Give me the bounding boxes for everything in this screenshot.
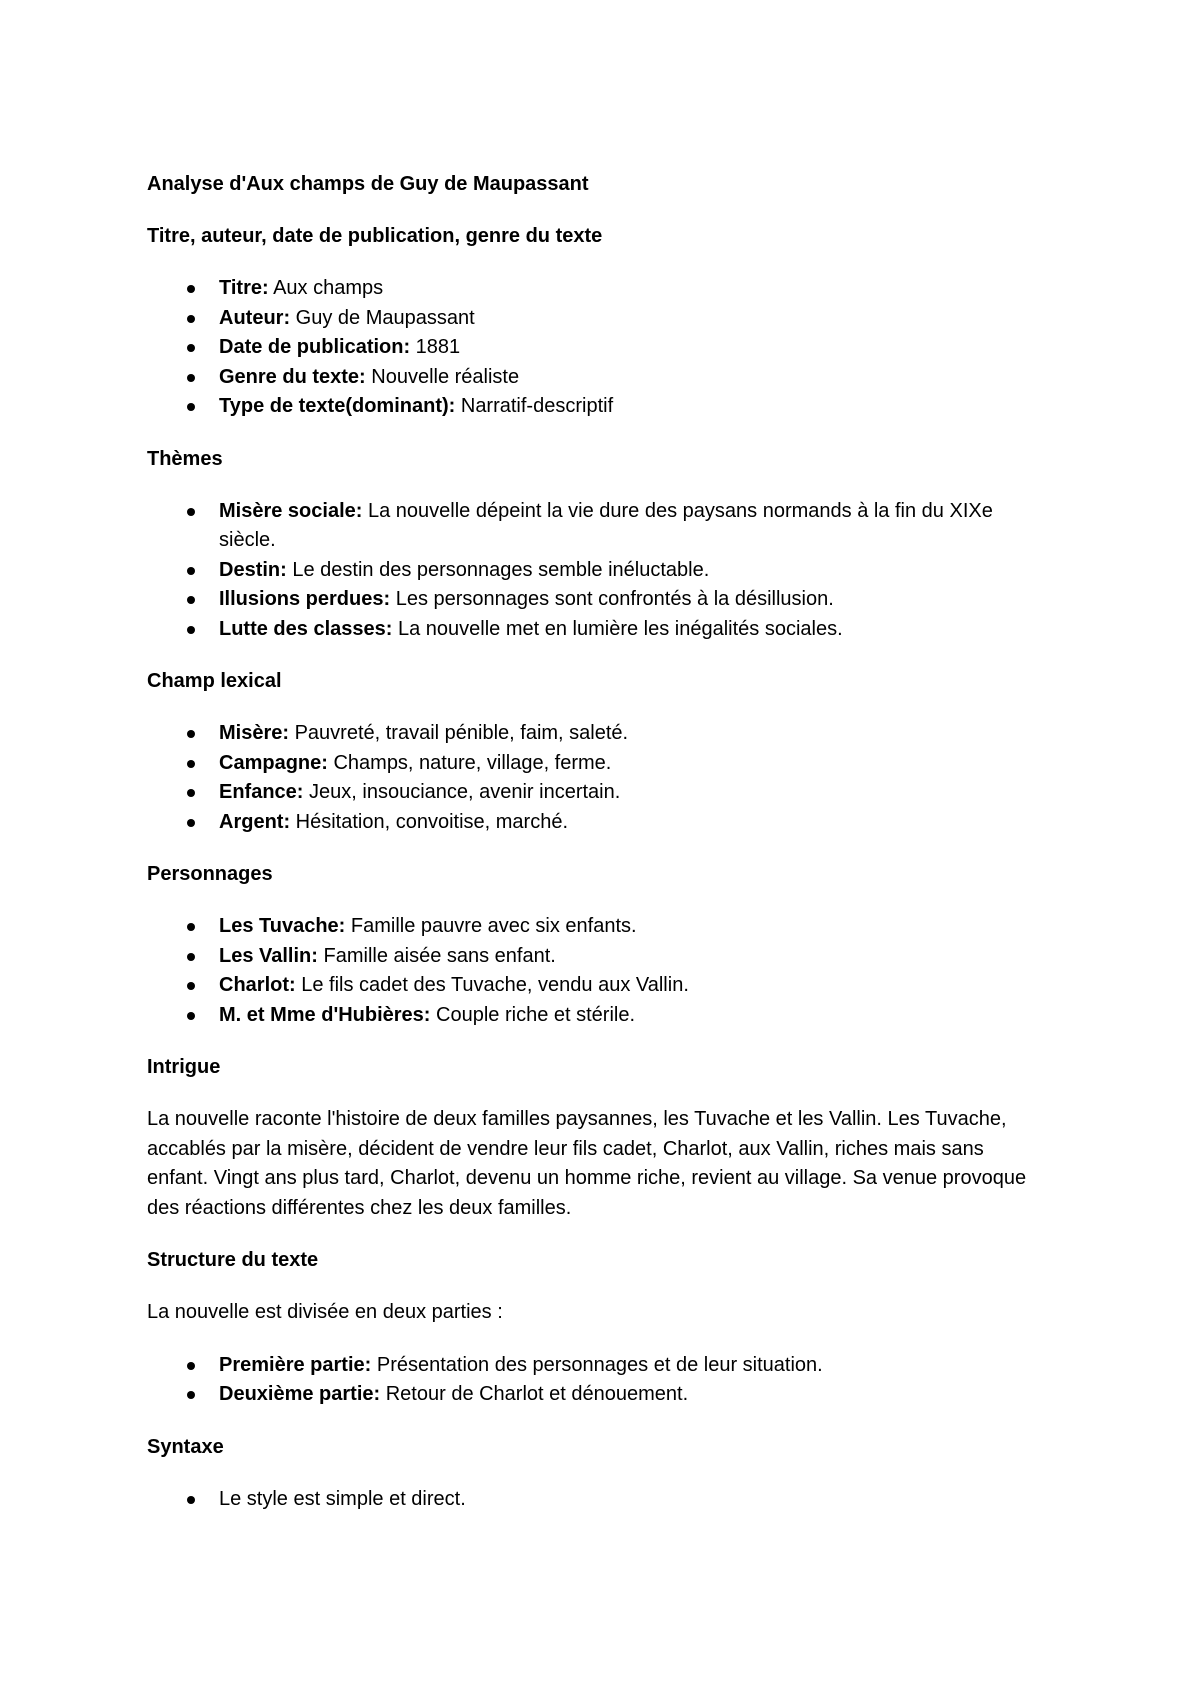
item-label: Les Tuvache:	[219, 915, 346, 937]
syntax-list	[147, 1485, 1040, 1515]
item-text: La nouvelle dépeint la vie dure des paysans normands à la fin du XIXe siècle.	[219, 499, 993, 551]
list-item	[147, 749, 1040, 779]
item-text: Narratif-descriptif	[455, 395, 614, 417]
item-text: Pauvreté, travail pénible, faim, saleté.	[289, 722, 629, 744]
list-item	[147, 912, 1040, 942]
list-item	[147, 1351, 1040, 1381]
item-label: Charlot:	[219, 974, 296, 996]
bullet-icon	[187, 315, 195, 323]
item-text: Hésitation, convoitise, marché.	[290, 810, 569, 833]
bullet-icon	[187, 789, 195, 797]
item-label: Type de texte(dominant):	[219, 395, 456, 417]
item-text: Le destin des personnages semble inéluctable.	[286, 558, 710, 581]
item-label: Première partie:	[219, 1353, 372, 1376]
item-label: Date de publication:	[219, 336, 411, 358]
list-item	[147, 615, 1040, 645]
bullet-icon	[187, 953, 195, 961]
item-text: Champs, nature, village, ferme.	[327, 751, 612, 774]
bullet-icon	[187, 1012, 195, 1020]
list-item	[147, 585, 1040, 615]
item-label: Misère sociale:	[219, 499, 363, 522]
item-label: Deuxième partie:	[219, 1383, 381, 1405]
item-text: Couple riche et stérile.	[430, 1003, 636, 1026]
bullet-icon	[187, 596, 195, 604]
list-item	[147, 971, 1040, 1001]
item-label: Campagne:	[219, 751, 328, 774]
bullet-icon	[187, 760, 195, 768]
item-text: Aux champs	[268, 277, 384, 299]
bullet-icon	[187, 403, 195, 411]
bullet-icon	[187, 982, 195, 990]
lexical-list	[147, 719, 1040, 837]
section-heading-structure: Structure du texte	[147, 1249, 319, 1271]
section-heading-info: Titre, auteur, date de publication, genre du texte	[147, 225, 603, 247]
bullet-icon	[187, 285, 195, 293]
characters-list	[147, 912, 1040, 1030]
item-label: Genre du texte:	[219, 365, 366, 388]
item-text: Les personnages sont confrontés à la désillusion.	[390, 588, 834, 610]
list-item	[147, 304, 1040, 334]
list-item	[147, 1485, 1040, 1515]
bullet-icon	[187, 819, 195, 827]
item-text: Nouvelle réaliste	[365, 365, 520, 388]
item-text: La nouvelle met en lumière les inégalités sociales.	[392, 617, 843, 640]
list-item	[147, 719, 1040, 749]
section-heading-themes: Thèmes	[147, 447, 223, 470]
item-text: Présentation des personnages et de leur situation.	[371, 1353, 823, 1376]
item-text: Jeux, insouciance, avenir incertain.	[303, 781, 621, 803]
item-text: Famille pauvre avec six enfants.	[345, 915, 637, 937]
section-heading-characters: Personnages	[147, 863, 273, 885]
item-label: M. et Mme d'Hubières:	[219, 1003, 431, 1026]
plot-paragraph: La nouvelle raconte l'histoire de deux familles paysannes, les Tuvache et les Vallin. Les Tuvache, accablés par la misère, décident de vendre leur fils cadet, Charlot, aux Vallin, riches mais sans enfant. Vingt ans plus tard, Charlot, devenu un homme riche, revient au village. Sa venue provoque des réactions différentes chez les deux familles.	[147, 1108, 1027, 1219]
item-text: Le style est simple et direct.	[219, 1487, 466, 1510]
item-text: Retour de Charlot et dénouement.	[380, 1383, 689, 1405]
item-label: Argent:	[219, 810, 291, 833]
list-item	[147, 556, 1040, 586]
list-item	[147, 1380, 1040, 1410]
bullet-icon	[187, 1496, 195, 1504]
item-label: Lutte des classes:	[219, 617, 393, 640]
item-label: Enfance:	[219, 781, 304, 803]
item-label: Auteur:	[219, 306, 291, 329]
structure-paragraph: La nouvelle est divisée en deux parties :	[147, 1301, 503, 1323]
item-text: Guy de Maupassant	[290, 306, 475, 329]
section-heading-lexical: Champ lexical	[147, 670, 282, 692]
section-heading-plot: Intrigue	[147, 1056, 221, 1078]
item-label: Misère:	[219, 722, 290, 744]
structure-list	[147, 1351, 1040, 1410]
bullet-icon	[187, 730, 195, 738]
item-label: Destin:	[219, 558, 287, 581]
list-item	[147, 392, 1040, 422]
bullet-icon	[187, 626, 195, 634]
item-label: Les Vallin:	[219, 944, 318, 967]
bullet-icon	[187, 567, 195, 575]
bullet-icon	[187, 344, 195, 352]
themes-list	[147, 497, 1040, 645]
section-heading-syntax: Syntaxe	[147, 1435, 224, 1458]
document-title: Analyse d'Aux champs de Guy de Maupassant	[147, 173, 589, 195]
list-item	[147, 808, 1040, 838]
bullet-icon	[187, 374, 195, 382]
list-item	[147, 1001, 1040, 1031]
bullet-icon	[187, 1391, 195, 1399]
list-item	[147, 363, 1040, 393]
bullet-icon	[187, 923, 195, 931]
item-text: Famille aisée sans enfant.	[317, 944, 556, 967]
item-label: Titre:	[219, 277, 269, 299]
item-label: Illusions perdues:	[219, 588, 391, 610]
item-text: 1881	[410, 336, 461, 358]
list-item	[147, 497, 1040, 556]
list-item	[147, 333, 1040, 363]
info-list	[147, 274, 1040, 422]
bullet-icon	[187, 1362, 195, 1370]
list-item	[147, 778, 1040, 808]
bullet-icon	[187, 508, 195, 516]
list-item	[147, 942, 1040, 972]
item-text: Le fils cadet des Tuvache, vendu aux Vallin.	[295, 974, 689, 996]
list-item	[147, 274, 1040, 304]
